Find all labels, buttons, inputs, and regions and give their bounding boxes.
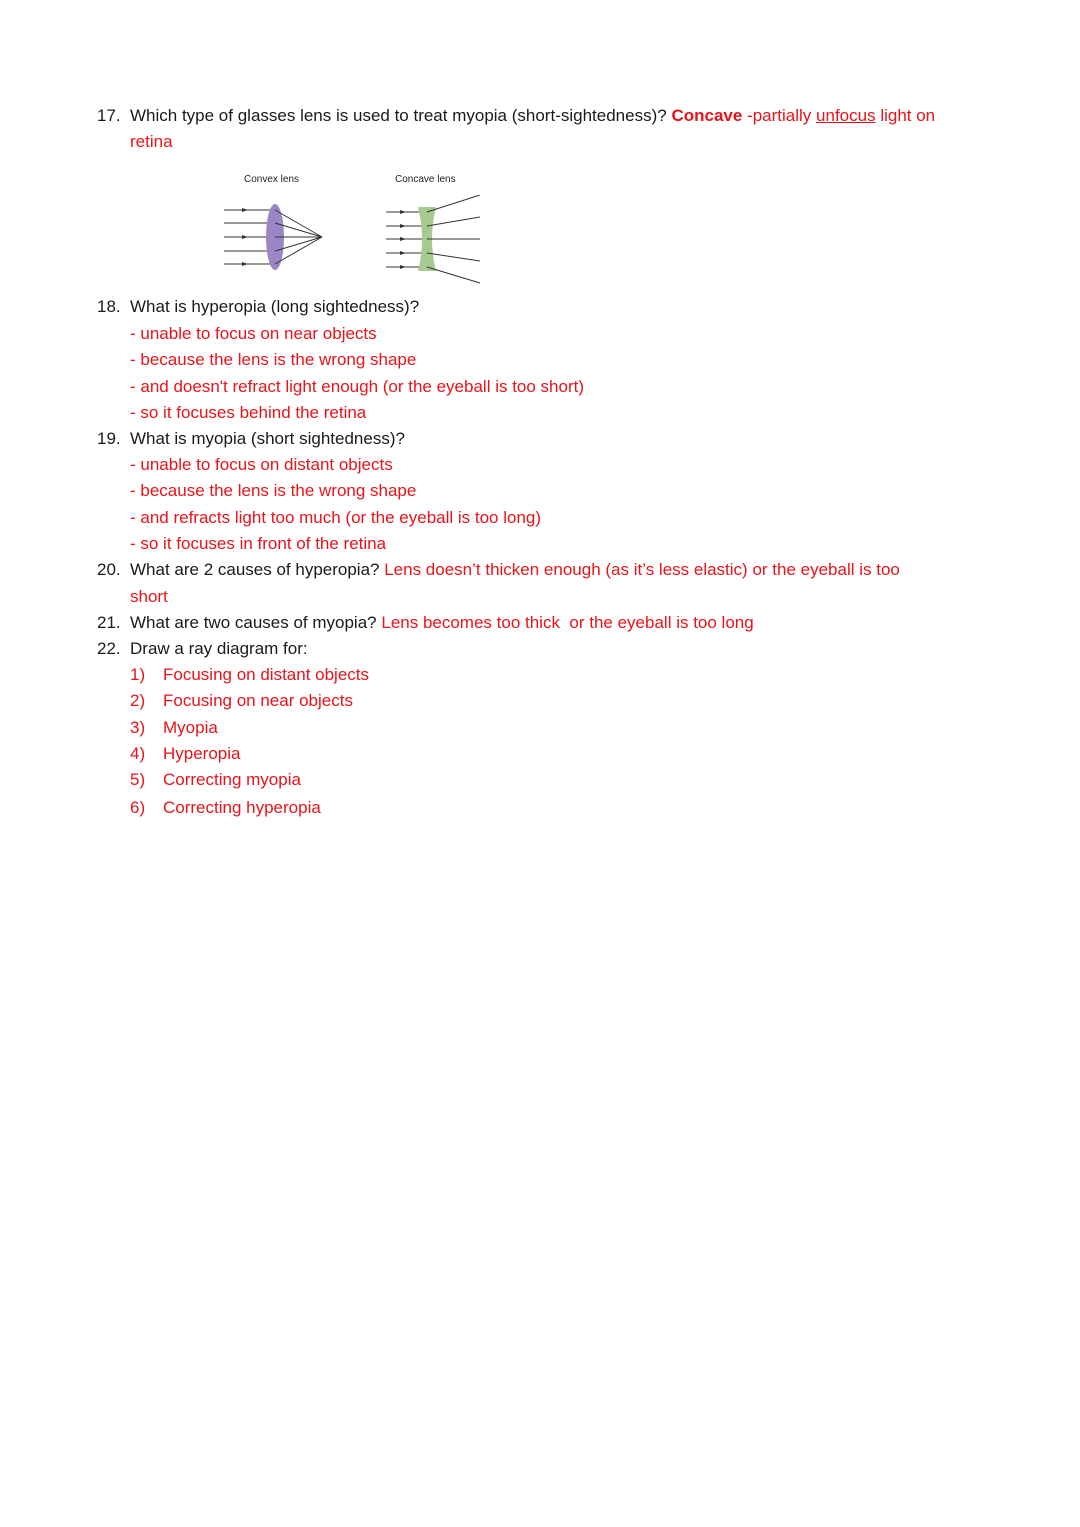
question-21	[97, 610, 754, 636]
answer-bold: Concave	[671, 106, 743, 125]
answer-line: - because the lens is the wrong shape	[130, 481, 417, 500]
convex-lens-label: Convex lens	[244, 174, 300, 185]
list-item	[130, 688, 353, 714]
item-text: Correcting myopia	[163, 770, 301, 789]
question-number: 17.	[97, 106, 121, 125]
answer-text-cont: light on	[880, 106, 936, 125]
item-number: 1)	[130, 665, 146, 684]
list-item	[130, 715, 218, 741]
list-item	[130, 662, 369, 688]
item-number: 6)	[130, 798, 146, 817]
item-text: Hyperopia	[163, 744, 241, 763]
question-17	[97, 103, 935, 129]
answer-line: - and doesn't refract light enough (or the eyeball is too short)	[130, 377, 585, 396]
answer-line: - because the lens is the wrong shape	[130, 350, 417, 369]
answer-line-2: retina	[130, 132, 173, 151]
list-item	[130, 767, 301, 793]
question-text: What is myopia (short sightedness)?	[130, 429, 405, 448]
question-number: 19.	[97, 429, 121, 448]
item-number: 4)	[130, 744, 146, 763]
question-20	[97, 557, 900, 583]
question-text: Draw a ray diagram for:	[130, 639, 308, 658]
item-text: Focusing on near objects	[163, 691, 353, 710]
question-number: 18.	[97, 297, 121, 316]
convex-lens-diagram	[222, 200, 332, 280]
answer-line: - so it focuses behind the retina	[130, 403, 367, 422]
answer-line: - and refracts light too much (or the eyeball is too long)	[130, 508, 542, 527]
item-text: Focusing on distant objects	[163, 665, 370, 684]
question-22	[97, 636, 308, 662]
list-item	[130, 795, 321, 821]
concave-lens-label: Concave lens	[395, 174, 456, 185]
answer-text: Lens doesn’t thicken enough (as it’s less elastic) or the eyeball is too	[384, 560, 900, 579]
question-text: Which type of glasses lens is used to treat myopia (short-sightedness)?	[130, 106, 667, 125]
answer-text: -partially	[747, 106, 812, 125]
question-19	[97, 426, 405, 452]
question-text: What is hyperopia (long sightedness)?	[130, 297, 420, 316]
answer-line: - unable to focus on distant objects	[130, 455, 393, 474]
answer-line-2: short	[130, 587, 168, 606]
question-18	[97, 294, 419, 320]
concave-lens-diagram	[380, 195, 490, 285]
item-number: 3)	[130, 718, 146, 737]
question-text: What are 2 causes of hyperopia?	[130, 560, 380, 579]
item-text: Correcting hyperopia	[163, 798, 321, 817]
answer-underlined: unfocus	[816, 106, 876, 125]
question-text: What are two causes of myopia?	[130, 613, 377, 632]
question-number: 22.	[97, 639, 121, 658]
item-text: Myopia	[163, 718, 218, 737]
answer-line: - so it focuses in front of the retina	[130, 534, 387, 553]
question-number: 20.	[97, 560, 121, 579]
answer-text: Lens becomes too thick or the eyeball is too long	[381, 613, 754, 632]
answer-line: - unable to focus on near objects	[130, 324, 377, 343]
question-number: 21.	[97, 613, 121, 632]
item-number: 2)	[130, 691, 146, 710]
item-number: 5)	[130, 770, 146, 789]
list-item	[130, 741, 241, 767]
